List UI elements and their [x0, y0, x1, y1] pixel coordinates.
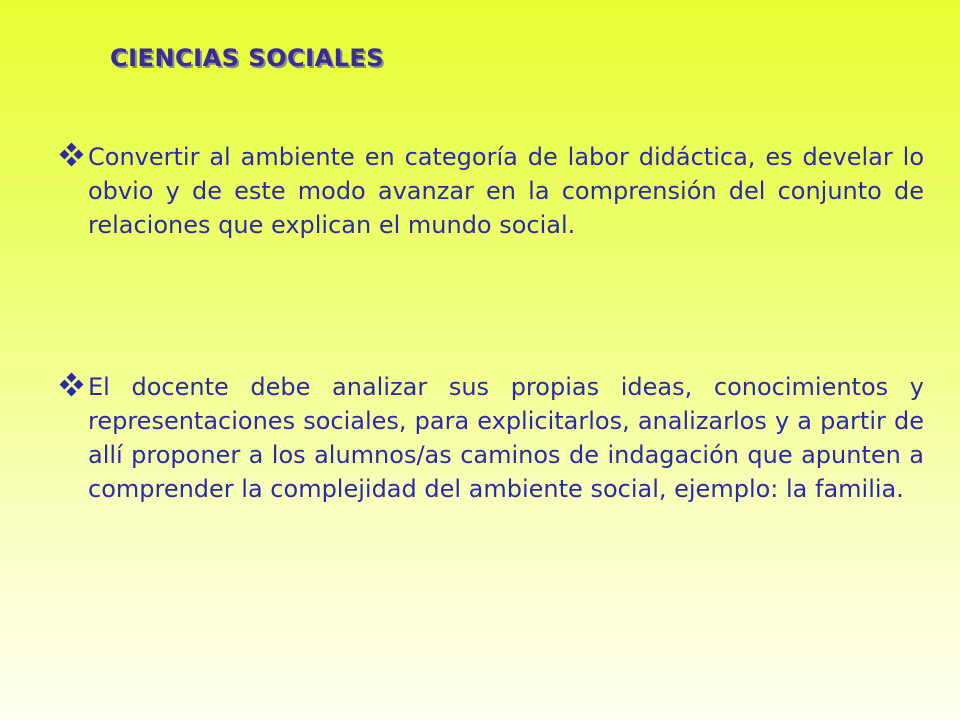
bullet-item [58, 140, 924, 242]
bullet-text: Convertir al ambiente en categoría de labor didáctica, es develar lo obvio y de este modo avanzar en la comprensión del conjunto de relaciones que explican el mundo social. [88, 143, 924, 239]
bullet-text: El docente debe analizar sus propias ideas, conocimientos y representaciones sociales, para explicitarlos, analizarlos y a partir de allí proponer a los alumnos/as caminos de indagación que apunten a comprender la complejidad del ambiente social, ejemplo: la familia. [88, 373, 924, 503]
slide-title: CIENCIAS SOCIALES [110, 44, 385, 72]
bullet-item [58, 370, 924, 506]
diamond-bullet-icon [58, 142, 86, 170]
diamond-bullet-icon [58, 372, 86, 400]
